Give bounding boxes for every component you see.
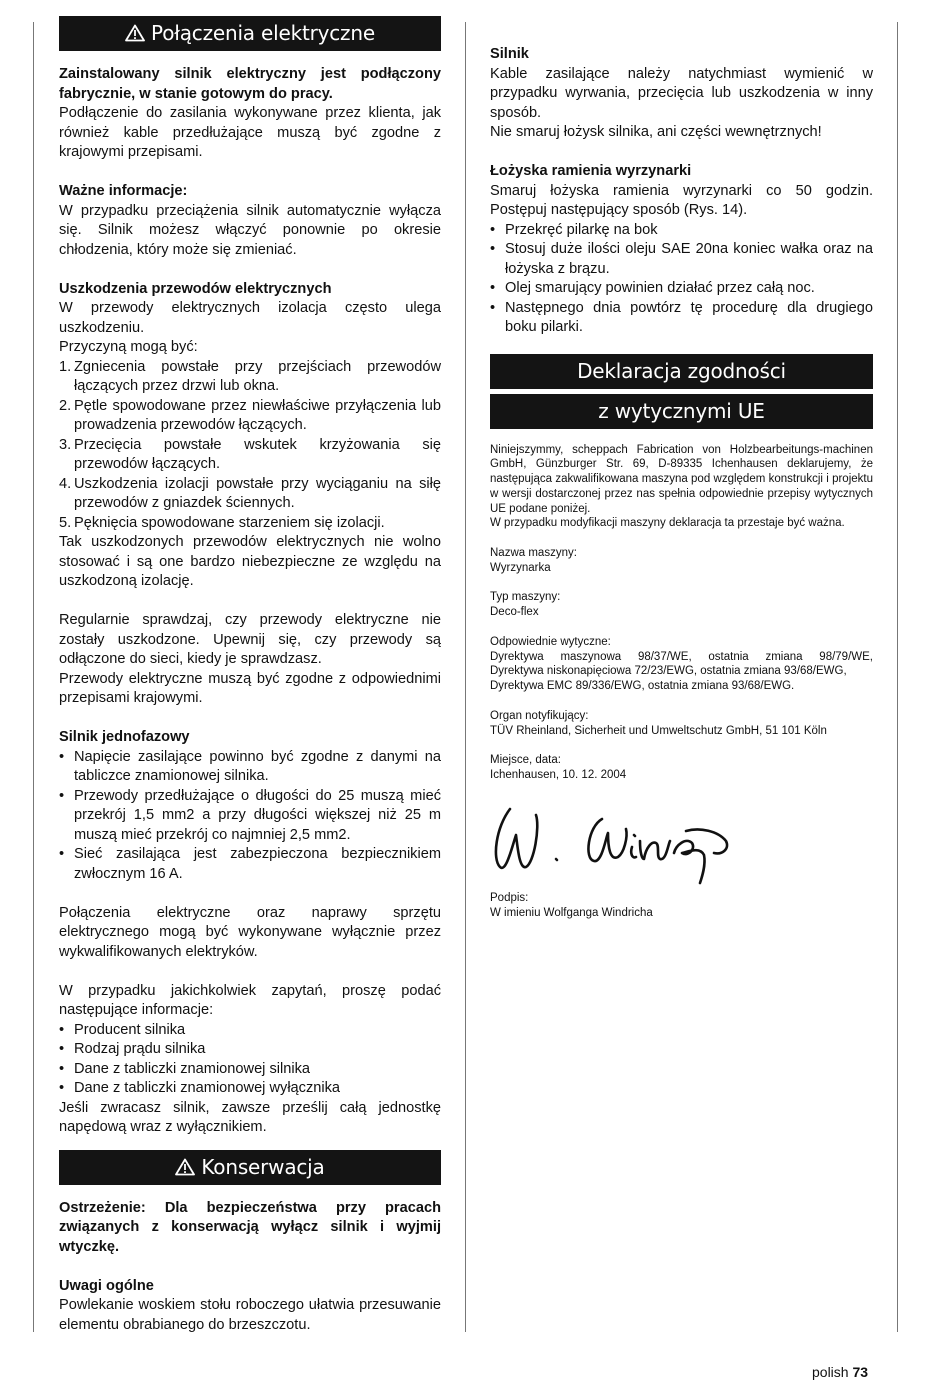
list-item: • Przekręć pilarkę na bok [490,221,658,238]
list-item: • Rodzaj prądu silnika [59,1041,206,1057]
list-item: • Dane z tabliczki znamionowej wyłącznika [59,1080,341,1096]
list-item: 4. Uszkodzenia izolacji powstałe przy wyciąganiu na siłę przewodów z gniazdek ściennych. [59,475,441,511]
general-text: Powlekanie woskiem stołu roboczego ułatwia przesuwanie elementu obrabianego do brzeszczotu. [59,1297,441,1333]
declaration-header-1: Deklaracja zgodności [490,354,873,389]
section-header-electrical [59,16,441,51]
list-item: • Przewody przedłużające o długości do 25 muszą mieć przekrój 1,5 mm2 a przy długości większej niż 25 m muszą mieć przekrój co najmniej 2,5 mm2. [59,787,441,843]
directives-label: Odpowiednie wytyczne: [490,635,611,648]
declaration-header-2: z wytycznymi UE [490,394,873,429]
section-header-maintenance [59,1150,441,1185]
list-item: 1. Zgniecenia powstałe przy przejściach przewodów łączących przez drzwi lub okna. [59,358,441,394]
section-title: Konserwacja [201,1154,325,1179]
signature-label: Podpis: [490,891,529,904]
list-item: • Napięcie zasilające powinno być zgodne z danymi na tabliczce znamionowej silnika. [59,748,441,784]
left-column [59,16,441,1335]
intro-text: Podłączenie do zasilania wykonywane przez klienta, jak również kable przedłużające muszą być zgodne z krajowymi przepisami. [59,105,441,160]
single-phase-heading: Silnik jednofazowy [59,729,190,745]
bearings-text: Smaruj łożyska ramienia wyrzynarki co 50 godzin. Postępuj następujący sposób (Rys. 14). [490,182,873,218]
damage-text: W przewody elektrycznych izolacja często ulega uszkodzeniu. [59,300,441,336]
return-text: Jeśli zwracasz silnik, zawsze prześlij całą jednostkę napędową wraz z wyłącznikiem. [59,1099,441,1135]
signature-value: W imieniu Wolfganga Windricha [490,906,653,919]
right-column [490,45,873,920]
directive-3: Dyrektywa EMC 89/336/EWG, ostatnia zmiana 93/68/EWG. [490,680,795,693]
damage-heading: Uszkodzenia przewodów elektrycznych [59,280,332,297]
important-text: W przypadku przeciążenia silnik automatycznie wyłącza się. Silnik możesz włączyć ponownie po okresie chłodzenia, który może się zmieniać. [59,202,441,258]
list-item: • Producent silnika [59,1021,186,1038]
bearings-list [490,221,873,338]
declaration-text: Niniejszymmy, scheppach Fabrication von Holzbearbeitungs-machinen GmbH, Günzburger Str. 69, D-89335 Ichenhausen deklarujemy, że następująca zakwalifikowana maszyna pod względem konstrukcji i projektu w wersji dostarczonej przez nas spełnia odpowiednie przepisy wytycznych UE podane poniżej. [490,443,873,515]
declaration-text-2: W przypadku modyfikacji maszyny deklaracja ta przestaje być ważna. [490,517,845,530]
causes-list [59,358,441,534]
list-item: • Olej smarujący powinien działać przez całą noc. [490,280,815,296]
list-item: 2. Pętle spowodowane przez niewłaściwe przyłączenia lub prowadzenia przewodów łączących. [59,397,441,433]
list-item: 3. Przecięcia powstałe wskutek krzyżowania się przewodów łączących. [59,436,441,472]
single-phase-list [59,748,441,885]
check-text-2: Przewody elektryczne muszą być zgodne z odpowiednimi przepisami krajowymi. [59,670,441,706]
important-heading: Ważne informacje: [59,183,188,199]
handwritten-signature [490,797,750,887]
place-value: Ichenhausen, 10. 12. 2004 [490,769,627,782]
machine-name-value: Wyrzynarka [490,561,551,574]
column-rule-right [897,22,898,1332]
questions-text: W przypadku jakichkolwiek zapytań, proszę podać następujące informacje: [59,982,441,1018]
notified-value: TÜV Rheinland, Sicherheit und Umweltschutz GmbH, 51 101 Köln [490,724,827,737]
motor-heading: Silnik [490,46,529,62]
motor-text: Kable zasilające należy natychmiast wymienić w przypadku wyrwania, przecięcia lub uszkodzenia w inny sposób. [490,65,873,121]
warning-triangle-icon [175,1158,195,1176]
warning-triangle-icon [125,24,145,42]
directive-2: Dyrektywa niskonapięciowa 72/23/EWG, ostatnia zmiana 93/68/EWG, [490,665,847,678]
machine-type-label: Typ maszyny: [490,591,561,604]
list-item: • Sieć zasilająca jest zabezpieczona bezpiecznikiem zwłocznym 16 A. [59,846,441,882]
list-item: • Dane z tabliczki znamionowej silnika [59,1060,311,1077]
repairs-text: Połączenia elektryczne oraz naprawy sprzętu elektrycznego mogą być wykonywane wyłącznie przez wykwalifikowanych elektryków. [59,904,441,960]
causes-intro: Przyczyną mogą być: [59,339,198,355]
intro-bold: Zainstalowany silnik elektryczny jest podłączony fabrycznie, w stanie gotowym do pracy. [59,66,441,102]
machine-name-label: Nazwa maszyny: [490,547,577,560]
list-item: • Następnego dnia powtórz tę procedurę dla drugiego boku pilarki. [490,299,873,335]
general-heading: Uwagi ogólne [59,1277,154,1294]
page-number: 73 [852,1364,869,1380]
notified-label: Organ notyfikujący: [490,709,589,722]
footer-language: polish [812,1364,849,1380]
directive-1: Dyrektywa maszynowa 98/37/WE, ostatnia zmiana 98/79/WE, [490,650,873,663]
damage-conclusion: Tak uszkodzonych przewodów elektrycznych nie wolno stosować i są one bardzo niebezpieczne ze względu na uszkodzoną izolację. [59,534,441,589]
section-title: Połączenia elektryczne [151,21,375,45]
check-text: Regularnie sprawdzaj, czy przewody elektryczne nie zostały uszkodzone. Upewnij się, czy przewody są odłączone do sieci, kiedy je sprawdzasz. [59,612,441,667]
column-rule-middle [465,22,466,1332]
list-item: • Stosuj duże ilości oleju SAE 20na koniec wałka oraz na łożyska z brązu. [490,241,873,277]
column-rule-left [33,22,34,1332]
place-label: Miejsce, data: [490,754,561,767]
maintenance-warning: Ostrzeżenie: Dla bezpieczeństwa przy pracach związanych z konserwacją wyłącz silnik i wyjmij wtyczkę. [59,1199,441,1255]
questions-list [59,1021,441,1099]
motor-text-2: Nie smaruj łożysk silnika, ani części wewnętrznych! [490,124,822,140]
bearings-heading: Łożyska ramienia wyrzynarki [490,163,692,179]
list-item: 5. Pęknięcia spowodowane starzeniem się izolacji. [59,514,385,531]
page-footer [812,1364,868,1381]
machine-type-value: Deco-flex [490,606,539,619]
